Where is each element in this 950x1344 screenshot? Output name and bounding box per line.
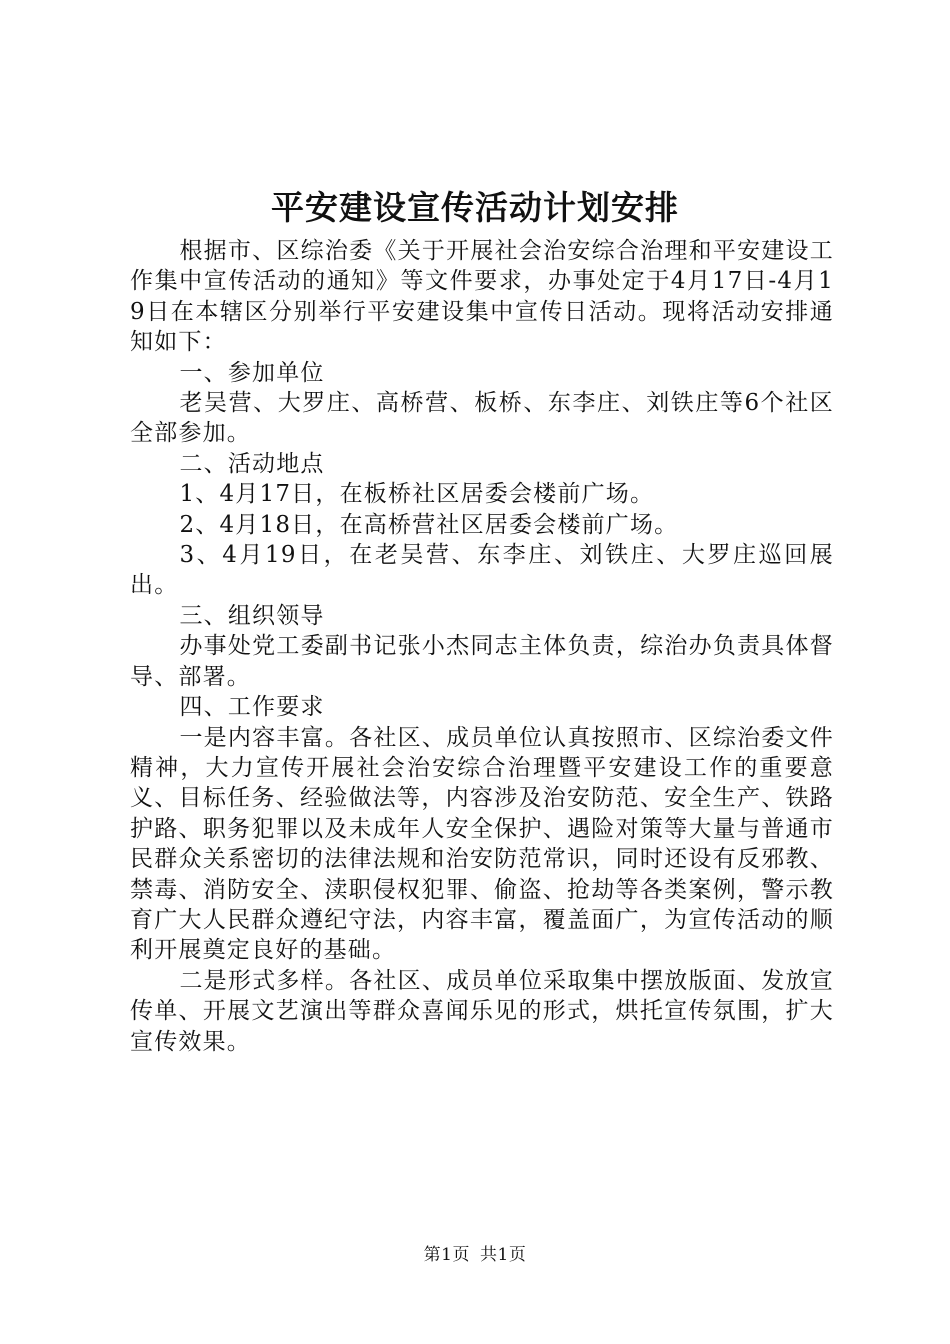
section-heading-locations: 二、活动地点 — [179, 450, 325, 477]
paragraph-leadership: 办事处党工委副书记张小杰同志主体负责，综治办负责具体督导、部署。 — [130, 633, 834, 690]
page-total: 共1页 — [480, 1245, 527, 1265]
list-item-location-3: 3、4月19日，在老吴营、东李庄、刘铁庄、大罗庄巡回展出。 — [130, 542, 834, 599]
section-heading-participants: 一、参加单位 — [179, 359, 325, 386]
paragraph-requirement-content: 一是内容丰富。各社区、成员单位认真按照市、区综治委文件精神，大力宣传开展社会治安综合治理暨平安建设工作的重要意义、目标任务、经验做法等，内容涉及治安防范、安全生产、铁路护路、职务犯罪以及未成年人安全保护、遇险对策等大量与普通市民群众关系密切的法律法规和治安防范常识，同时还设有反邪教、禁毒、消防安全、渎职侵权犯罪、偷盗、抢劫等各类案例，警示教育广大人民群众遵纪守法，内容丰富，覆盖面广，为宣传活动的顺利开展奠定良好的基础。 — [130, 724, 834, 964]
section-heading-requirements: 四、工作要求 — [179, 694, 325, 721]
page-footer — [0, 1243, 950, 1267]
list-item-location-2: 2、4月18日，在高桥营社区居委会楼前广场。 — [179, 511, 679, 538]
paragraph-participants: 老吴营、大罗庄、高桥营、板桥、东李庄、刘铁庄等6个社区全部参加。 — [130, 390, 834, 447]
document-title: 平安建设宣传活动计划安排 — [271, 188, 679, 227]
paragraph-requirement-format: 二是形式多样。各社区、成员单位采取集中摆放版面、发放宣传单、开展文艺演出等群众喜闻乐见的形式，烘托宣传氛围，扩大宣传效果。 — [130, 967, 834, 1055]
section-heading-leadership: 三、组织领导 — [179, 602, 325, 629]
paragraph-intro: 根据市、区综治委《关于开展社会治安综合治理和平安建设工作集中宣传活动的通知》等文件要求，办事处定于4月17日-4月19日在本辖区分别举行平安建设集中宣传日活动。现将活动安排通知如下： — [130, 238, 834, 356]
list-item-location-1: 1、4月17日，在板桥社区居委会楼前广场。 — [179, 481, 655, 508]
page-number: 第1页 — [423, 1245, 470, 1265]
document-body — [130, 236, 834, 1057]
